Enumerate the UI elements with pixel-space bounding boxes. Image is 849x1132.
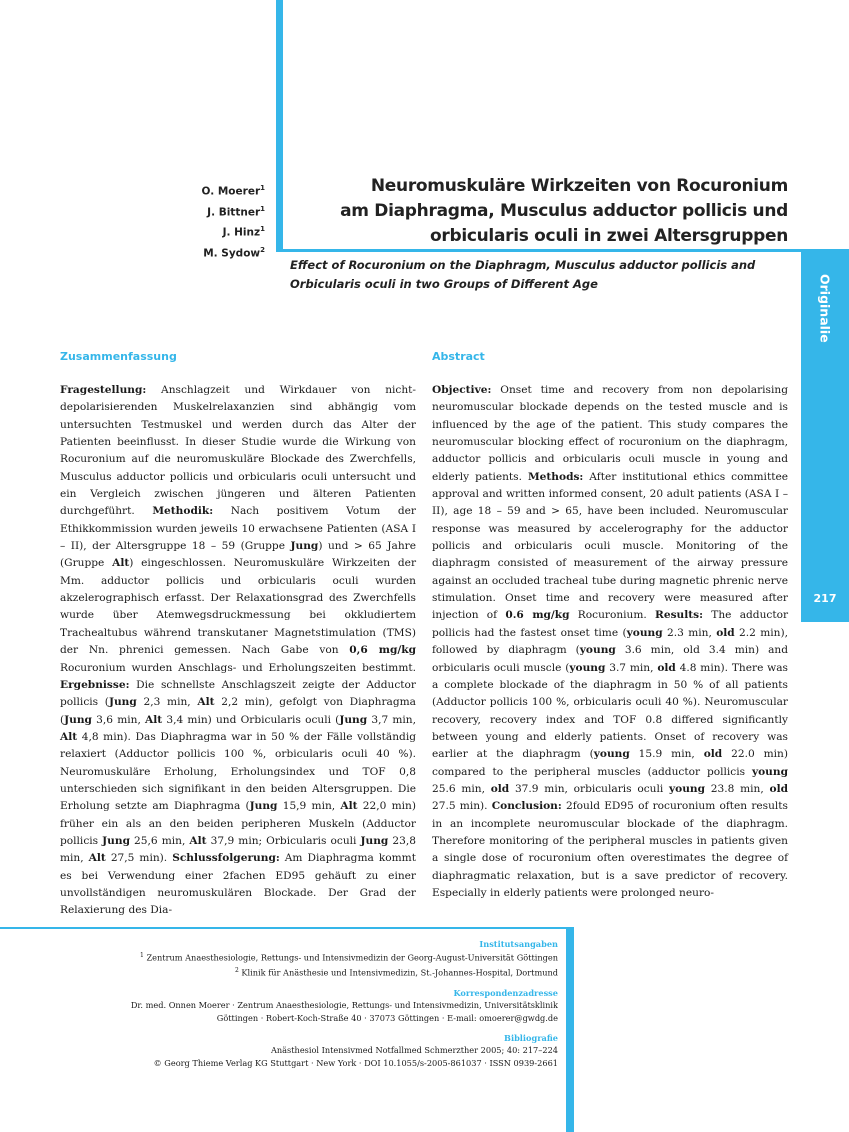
abstract-column-english	[432, 350, 788, 902]
accent-bar-horizontal	[276, 249, 849, 252]
accent-bar-footer	[566, 927, 574, 1132]
bibliography-block: Bibliografie Anästhesiol Intensivmed Notfallmed Schmerzther 2005; 40: 217–224 © Georg Thieme Verlag KG Stuttgart · New York · DOI 10.1055/s-2005-861037 · ISSN 0939-2661	[153, 1032, 558, 1068]
section-heading: Zusammenfassung	[60, 350, 177, 363]
article-title: Neuromuskuläre Wirkzeiten von Rocuronium am Diaphragma, Musculus adductor pollicis und orbicularis oculi in zwei Altersgruppen	[340, 176, 788, 246]
author: O. Moerer$^1$	[201, 184, 265, 198]
summary-column-german	[60, 350, 416, 920]
author: M. Sydow$^2$	[203, 245, 265, 259]
accent-bar-vertical	[276, 0, 283, 251]
author: J. Bittner$^1$	[207, 204, 265, 218]
author: J. Hinz$^1$	[222, 225, 265, 239]
section-tab	[801, 252, 849, 622]
section-heading: Abstract	[432, 350, 485, 363]
author-list	[202, 180, 265, 262]
abstract-text: Objective: Onset time and recovery from non depolarising neuromuscular blockade depends on the tested muscle and is influenced by the age of the patient. This study compares the neuromuscular blocking effect of rocuronium on the diaphragm, adductor pollicis and orbicularis oculi muscle in young and elderly patients. Methods: After institutional ethics committee approval and written informed consent, 20 adult patients (ASA I – II), age 18 – 59 and > 65, have been included. Neuromuscular response was measured by accelerography for the adductor pollicis and orbicularis oculi muscle. Monitoring of the diaphragm consisted of measurement of the airway pressure against an occluded tracheal tube during magnetic phrenic nerve stimulation. Onset time and recovery were measured after injection of 0.6 mg/kg Rocuronium. Results: The adductor pollicis had the fastest onset time (young 2.3 min, old 2.2 min), followed by diaphragm (young 3.6 min, old 3.4 min) and orbicularis oculi muscle (young 3.7 min, old 4.8 min). There was a complete blockade of the diaphragm in 50 % of all patients (Adductor pollicis 100 %, orbicularis oculi 40 %). Neuromuscular recovery, recovery index and TOF 0.8 differed significantly between young and elderly patients. Onset of recovery was earlier at the diaphragm (young 15.9 min, old 22.0 min) compared to the peripheral muscles (adductor pollicis young 25.6 min, old 37.9 min, orbicularis oculi young 23.8 min, old 27.5 min). Conclusion: 2fould ED95 of rocuronium often results in an incomplete neuromuscular blockade of the diaphragm. Therefore monitoring of the peripheral muscles in patients given a single dose of rocuronium often overestimates the degree of diaphragmatic relaxation, but is a save predictor of recovery. Especially in elderly patients were prolonged neuro-	[432, 384, 789, 899]
summary-text: Fragestellung: Anschlagzeit und Wirkdauer von nicht-depolarisierenden Muskelrelaxanzien sind abhängig vom untersuchten Testmuskel und werden durch das Alter der Patienten beeinflusst. In dieser Studie wurde die Wirkung von Rocuronium auf die neuromuskuläre Blockade des Zwerchfells, Musculus adductor pollicis und orbicularis oculi untersucht und ein Vergleich zwischen jüngeren und älteren Patienten durchgeführt. Methodik: Nach positivem Votum der Ethikkommission wurden jeweils 10 erwachsene Patienten (ASA I – II), der Altersgruppe 18 – 59 (Gruppe Jung) und > 65 Jahre (Gruppe Alt) eingeschlossen. Neuromuskuläre Wirkzeiten der Mm. adductor pollicis und orbicularis oculi wurden akzelerographisch erfasst. Der Relaxationsgrad des Zwerchfells wurde über Atemwegsdruckmessung bei okkludiertem Trachealtubus während transkutaner Magnetstimulation (TMS) der Nn. phrenici gemessen. Nach Gabe von 0,6 mg/kg Rocuronium wurden Anschlags- und Erholungszeiten bestimmt. Ergebnisse: Die schnellste Anschlagszeit zeigte der Adductor pollicis (Jung 2,3 min, Alt 2,2 min), gefolgt von Diaphragma (Jung 3,6 min, Alt 3,4 min) und Orbicularis oculi (Jung 3,7 min, Alt 4,8 min). Das Diaphragma war in 50 % der Fälle vollständig relaxiert (Adductor pollicis 100 %, orbicularis oculi 40 %). Neuromuskuläre Erholung, Erholungsindex und TOF 0,8 unterschieden sich signifikant in den beiden Altersgruppen. Die Erholung setzte am Diaphragma (Jung 15,9 min, Alt 22,0 min) früher ein als an den beiden peripheren Muskeln (Adductor pollicis Jung 25,6 min, Alt 37,9 min; Orbicularis oculi Jung 23,8 min, Alt 27,5 min). Schlussfolgerung: Am Diaphragma kommt es bei Verwendung einer 2fachen ED95 gehäuft zu einer unvollständigen neuromuskulären Blockade. Der Grad der Relaxierung des Dia-	[60, 384, 417, 917]
page-number: 217	[813, 592, 837, 605]
correspondence-block: Korrespondenzadresse Dr. med. Onnen Moerer · Zentrum Anaesthesiologie, Rettungs- und Intensivmedizin, Universitätsklinik Göttingen · Robert-Koch-Straße 40 · 37073 Göttingen · E-mail: omoerer@gwdg.de	[130, 987, 558, 1023]
institution-block: Institutsangaben $^1$ Zentrum Anaesthesiologie, Rettungs- und Intensivmedizin der Georg-August-Universität Göttingen $^2$ Klinik für Anästhesie und Intensivmedizin, St.-Johannes-Hospital, Dortmund	[140, 939, 558, 978]
section-label: Originalie	[817, 274, 833, 343]
article-subtitle: Effect of Rocuronium on the Diaphragm, Musculus adductor pollicis and Orbicularis oculi in two Groups of Different Age	[290, 258, 756, 291]
footer-info	[0, 927, 574, 1132]
